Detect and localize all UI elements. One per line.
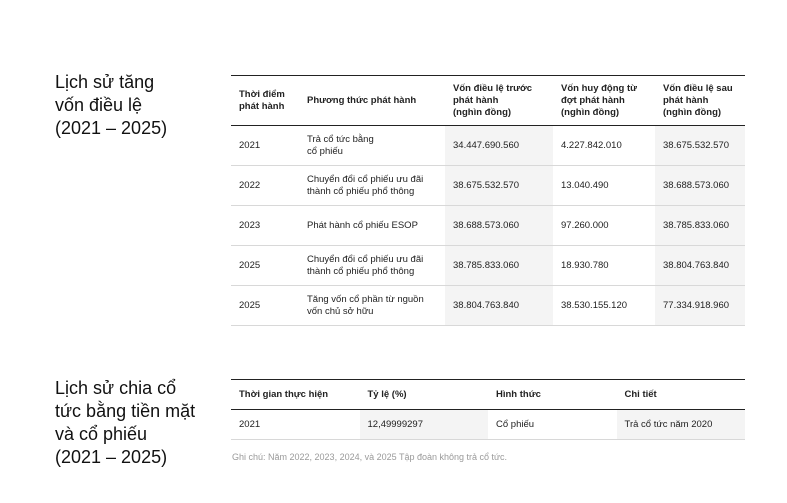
cell-year: 2025 bbox=[239, 299, 261, 311]
capital-history-table bbox=[231, 75, 745, 326]
cell-ratio: 12,49999297 bbox=[360, 410, 489, 440]
cell-year: 2025 bbox=[239, 259, 261, 271]
col-header-detail: Chi tiết bbox=[617, 380, 746, 410]
dividend-history-title bbox=[55, 377, 195, 469]
cell-before: 34.447.690.560 bbox=[445, 126, 553, 166]
cell-method: Phát hành cổ phiếu ESOP bbox=[307, 219, 418, 231]
cell-before: 38.688.573.060 bbox=[445, 206, 553, 246]
cell-raised: 97.260.000 bbox=[561, 219, 609, 231]
dividend-history-table bbox=[231, 379, 745, 440]
cell-raised: 38.530.155.120 bbox=[561, 299, 628, 311]
cell-method: Chuyển đổi cổ phiếu ưu đãi thành cổ phiếu phổ thông bbox=[307, 253, 424, 277]
col-header-ratio: Tỷ lệ (%) bbox=[360, 380, 489, 410]
table-row bbox=[231, 410, 745, 440]
cell-time: 2021 bbox=[239, 418, 261, 430]
table-header-row bbox=[231, 380, 745, 410]
cell-method: Chuyển đổi cổ phiếu ưu đãi thành cổ phiếu phổ thông bbox=[307, 173, 424, 197]
table-header-row bbox=[231, 76, 745, 126]
col-header-capital-before: Vốn điều lệ trước phát hành (nghìn đồng) bbox=[445, 76, 553, 126]
cell-after: 38.785.833.060 bbox=[655, 206, 745, 246]
table-row bbox=[231, 286, 745, 326]
table-row bbox=[231, 206, 745, 246]
cell-before: 38.785.833.060 bbox=[445, 246, 553, 286]
col-header-issue-time: Thời điểm phát hành bbox=[231, 76, 299, 126]
title-line: (2021 – 2025) bbox=[55, 447, 168, 467]
cell-raised: 13.040.490 bbox=[561, 179, 609, 191]
cell-before: 38.675.532.570 bbox=[445, 166, 553, 206]
capital-history-title bbox=[55, 71, 167, 140]
cell-raised: 18.930.780 bbox=[561, 259, 609, 271]
cell-after: 38.688.573.060 bbox=[655, 166, 745, 206]
cell-year: 2023 bbox=[239, 219, 261, 231]
cell-detail: Trả cổ tức năm 2020 bbox=[617, 410, 746, 440]
cell-after: 38.675.532.570 bbox=[655, 126, 745, 166]
title-line: Lịch sử tăng bbox=[55, 72, 155, 92]
col-header-form: Hình thức bbox=[488, 380, 617, 410]
cell-method: Tăng vốn cổ phần từ nguồn vốn chủ sở hữu bbox=[307, 293, 424, 317]
col-header-issue-method: Phương thức phát hành bbox=[299, 76, 445, 126]
col-header-capital-after: Vốn điều lệ sau phát hành (nghìn đồng) bbox=[655, 76, 745, 126]
table-row bbox=[231, 166, 745, 206]
title-line: (2021 – 2025) bbox=[55, 118, 168, 138]
col-header-capital-raised: Vốn huy động từ đợt phát hành (nghìn đồng) bbox=[553, 76, 655, 126]
title-line: vốn điều lệ bbox=[55, 95, 143, 115]
cell-after: 38.804.763.840 bbox=[655, 246, 745, 286]
cell-method: Trả cổ tức bằng cổ phiếu bbox=[307, 133, 374, 157]
cell-raised: 4.227.842.010 bbox=[561, 139, 622, 151]
cell-form: Cổ phiếu bbox=[496, 418, 535, 430]
table-row bbox=[231, 246, 745, 286]
cell-year: 2022 bbox=[239, 179, 261, 191]
title-line: Lịch sử chia cổ bbox=[55, 378, 177, 398]
title-line: tức bằng tiền mặt bbox=[55, 401, 196, 421]
table-row bbox=[231, 126, 745, 166]
col-header-time: Thời gian thực hiện bbox=[231, 380, 360, 410]
cell-before: 38.804.763.840 bbox=[445, 286, 553, 326]
dividend-note: Ghi chú: Năm 2022, 2023, 2024, và 2025 Tập đoàn không trả cổ tức. bbox=[232, 452, 508, 462]
title-line: và cổ phiếu bbox=[55, 424, 148, 444]
cell-after: 77.334.918.960 bbox=[655, 286, 745, 326]
cell-year: 2021 bbox=[239, 139, 261, 151]
